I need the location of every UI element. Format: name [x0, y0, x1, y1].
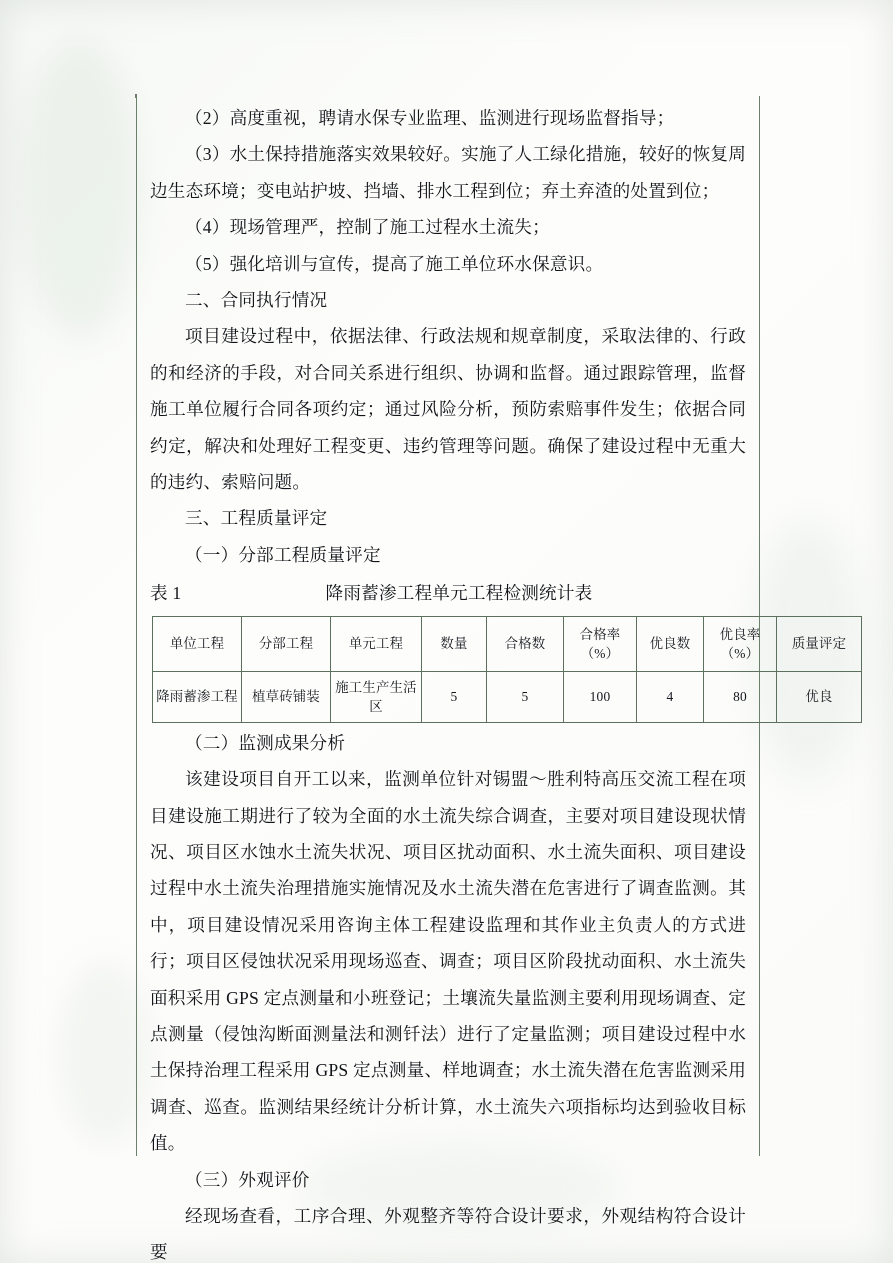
table-label: 表 1: [150, 583, 182, 604]
table-row: [153, 671, 862, 722]
table-title: 降雨蓄渗工程单元工程检测统计表: [325, 583, 593, 604]
table-caption: [150, 575, 746, 611]
header-qualified-rate: 合格率 （%）: [564, 616, 637, 671]
section-two-body: 项目建设过程中，依据法律、行政法规和规章制度，采取法律的、行政的和经济的手段，对合同关系进行组织、协调和监督。通过跟踪管理，监督施工单位履行合同各项约定；通过风险分析，预防索赔事件发生；依据合同约定，解决和处理好工程变更、违约管理等问题。确保了建设过程中无重大的违约、索赔问题。: [150, 326, 746, 493]
section-heading-three: 三、工程质量评定: [185, 508, 328, 529]
header-quality-rating: 质量评定: [777, 616, 862, 671]
section-heading-two: 二、合同执行情况: [185, 290, 328, 311]
header-qualified-count: 合格数: [487, 616, 564, 671]
cell-element-project: 施工生产生活区: [331, 671, 422, 722]
cell-unit-project: 降雨蓄渗工程: [153, 671, 242, 722]
header-unit-project: 单位工程: [153, 616, 242, 671]
subsection-two-body: 该建设项目自开工以来，监测单位针对锡盟～胜利特高压交流工程在项目建设施工期进行了较为全面的水土流失综合调查，主要对项目建设现状情况、项目区水蚀水土流失状况、项目区扰动面积、水土流失面积、项目建设过程中水土流失治理措施实施情况及水土流失潜在危害进行了调查监测。其中，项目建设情况采用咨询主体工程建设监理和其作业主负责人的方式进行；项目区侵蚀状况采用现场巡查、调查；项目区阶段扰动面积、水土流失面积采用 GPS 定点测量和小班登记；土壤流失量监测主要利用现场调查、定点测量（侵蚀沟断面测量法和测钎法）进行了定量监测；项目建设过程中水土保持治理工程采用 GPS 定点测量、样地调查；水土流失潜在危害监测采用调查、巡查。监测结果经统计分析计算，水土流失六项指标均达到验收目标值。: [150, 769, 746, 1154]
document-body: [150, 100, 847, 1271]
cell-qualified-rate: 100: [564, 671, 637, 722]
header-excellent-rate: 优良率 （%）: [704, 616, 777, 671]
cell-excellent-count: 4: [637, 671, 704, 722]
unit-project-inspection-table: [152, 616, 862, 723]
subsection-heading-three: （三）外观评价: [185, 1169, 310, 1190]
cell-excellent-rate: 80: [704, 671, 777, 722]
cell-quantity: 5: [422, 671, 487, 722]
cell-qualified-count: 5: [487, 671, 564, 722]
paragraph-item-3: （3）水土保持措施落实效果较好。实施了人工绿化措施，较好的恢复周边生态环境；变电站护坡、挡墙、排水工程到位；弃土弃渣的处置到位；: [150, 144, 746, 201]
paragraph-item-2: （2）高度重视，聘请水保专业监理、监测进行现场监督指导；: [185, 108, 675, 128]
header-quantity: 数量: [422, 616, 487, 671]
paragraph-item-5: （5）强化培训与宣传，提高了施工单位环水保意识。: [185, 253, 604, 274]
subsection-heading-two: （二）监测成果分析: [185, 732, 346, 753]
table-header-row: [153, 616, 862, 671]
header-excellent-count: 优良数: [637, 616, 704, 671]
cell-quality-rating: 优良: [777, 671, 862, 722]
header-part-project: 分部工程: [242, 616, 331, 671]
subsection-heading-one: （一）分部工程质量评定: [185, 544, 381, 565]
header-element-project: 单元工程: [331, 616, 422, 671]
paragraph-item-4: （4）现场管理严，控制了施工过程水土流失；: [185, 217, 550, 238]
cell-part-project: 植草砖铺装: [242, 671, 331, 722]
subsection-three-body: 经现场查看，工序合理、外观整齐等符合设计要求，外观结构符合设计要: [150, 1205, 746, 1263]
